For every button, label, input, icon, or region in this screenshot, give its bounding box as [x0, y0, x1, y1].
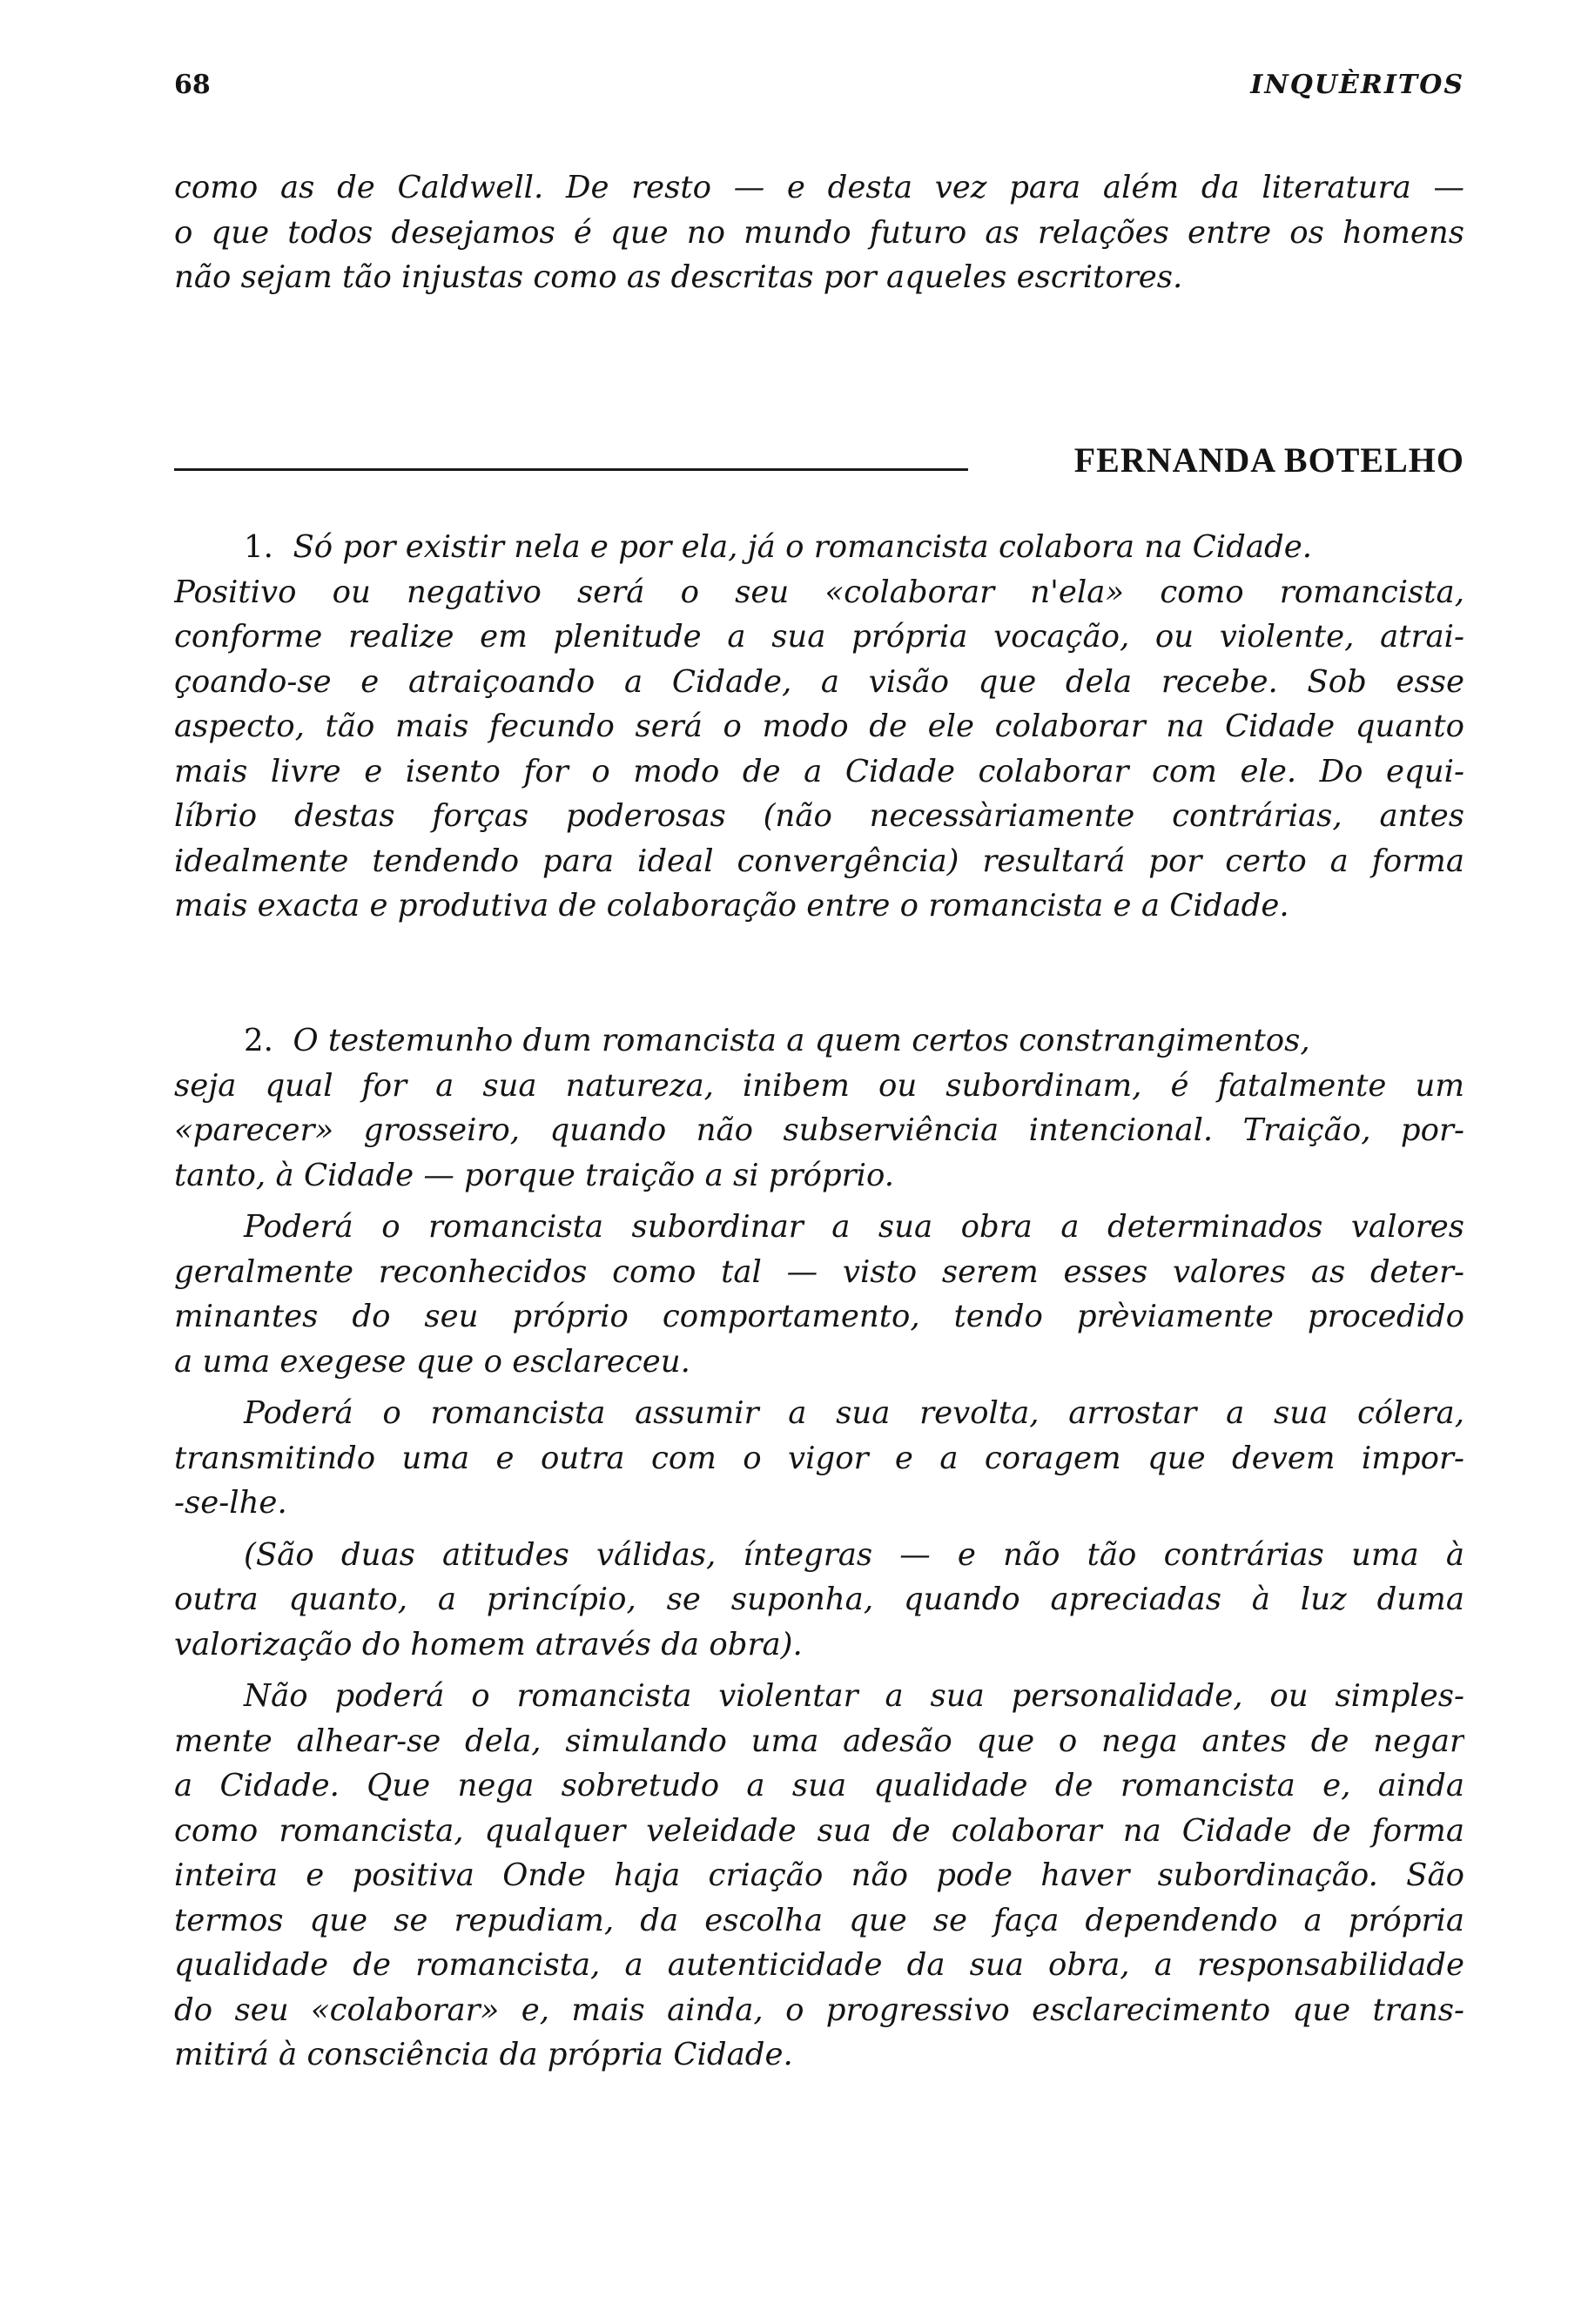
text-line: a Cidade. Que nega sobretudo a sua qualidade de romancista e, ainda	[174, 1768, 1464, 1803]
text-line: aspecto, tão mais fecundo será o modo de ele colaborar na Cidade quanto	[174, 709, 1464, 744]
text-line: valorização do homem através da obra).	[174, 1626, 803, 1662]
running-head: INQUÈRITOS	[1250, 70, 1464, 100]
section-2	[174, 1018, 1464, 2078]
text-line: mais livre e isento for o modo de a Cidade colaborar com ele. Do equi-	[174, 753, 1464, 789]
section-1	[174, 525, 1464, 929]
text-line: outra quanto, a princípio, se suponha, quando apreciadas à luz duma	[174, 1582, 1464, 1617]
text-line: inteira e positiva Onde haja criação não pode haver subordinação. São	[174, 1857, 1464, 1893]
text-line: Poderá o romancista subordinar a sua obra a determinados valores	[244, 1209, 1464, 1245]
section-2-first-line	[174, 1018, 1464, 1064]
text-line: a uma exegese que o esclareceu.	[174, 1343, 690, 1380]
text-line: mente alhear-se dela, simulando uma adesão que o nega antes de negar	[174, 1723, 1464, 1759]
text-line: do seu «colaborar» e, mais ainda, o progressivo esclarecimento que trans-	[174, 1992, 1464, 2028]
intro-paragraph	[174, 165, 1464, 300]
page-number: 68	[174, 70, 211, 100]
author-heading: FERNANDA BOTELHO	[1073, 440, 1464, 480]
page-header	[174, 70, 1464, 113]
text-line: como as de Caldwell. De resto — e desta vez para além da literatura —	[174, 170, 1464, 205]
section-2-number: 2.	[244, 1023, 273, 1058]
text-line: transmitindo uma e outra com o vigor e a coragem que devem impor-	[174, 1440, 1464, 1476]
text-line: termos que se repudiam, da escolha que se faça dependendo a própria	[174, 1902, 1464, 1938]
section-2-opening: O testemunho dum romancista a quem certos constrangimentos,	[293, 1023, 1310, 1058]
text-line: Não poderá o romancista violentar a sua personalidade, ou simples-	[244, 1678, 1464, 1714]
text-line: conforme realize em plenitude a sua própria vocação, ou violente, atrai-	[174, 619, 1464, 655]
text-line: idealmente tendendo para ideal convergência) resultará por certo a forma	[174, 843, 1464, 879]
text-line: o que todos desejamos é que no mundo futuro as relações entre os homens	[174, 214, 1464, 251]
text-line: mitirá à consciência da própria Cidade.	[174, 2037, 793, 2072]
section-1-first-line	[174, 525, 1464, 570]
section-1-opening: Só por existir nela e por ela, já o romancista colabora na Cidade.	[293, 529, 1313, 565]
text-line: geralmente reconhecidos como tal — visto serem esses valores as deter-	[174, 1253, 1464, 1290]
text-line: (São duas atitudes válidas, íntegras — e não tão contrárias uma à	[244, 1536, 1464, 1573]
text-line: Poderá o romancista assumir a sua revolta, arrostar a sua cólera,	[244, 1395, 1464, 1431]
text-line: -se-lhe.	[174, 1485, 287, 1521]
text-line: minantes do seu próprio comportamento, tendo prèviamente procedido	[174, 1299, 1464, 1334]
text-line: seja qual for a sua natureza, inibem ou subordinam, é fatalmente um	[174, 1067, 1464, 1104]
text-line: Positivo ou negativo será o seu «colaborar n'ela» como romancista,	[174, 574, 1464, 610]
text-line: tanto, à Cidade — porque traição a si próprio.	[174, 1157, 895, 1193]
text-line: «parecer» grosseiro, quando não subserviência intencional. Traição, por-	[174, 1112, 1464, 1148]
author-rule-divider	[174, 468, 968, 471]
section-1-number: 1.	[244, 529, 273, 565]
text-line: não sejam tão injustas como as descritas por aqueles escritores.	[174, 259, 1183, 295]
text-line: como romancista, qualquer veleidade sua de colaborar na Cidade de forma	[174, 1812, 1464, 1849]
text-line: mais exacta e produtiva de colaboração entre o romancista e a Cidade.	[174, 888, 1289, 924]
text-line: qualidade de romancista, a autenticidade da sua obra, a responsabilidade	[174, 1947, 1464, 1983]
text-line: çoando-se e atraiçoando a Cidade, a visão que dela recebe. Sob esse	[174, 663, 1464, 700]
text-line: líbrio destas forças poderosas (não necessàriamente contrárias, antes	[174, 798, 1464, 834]
